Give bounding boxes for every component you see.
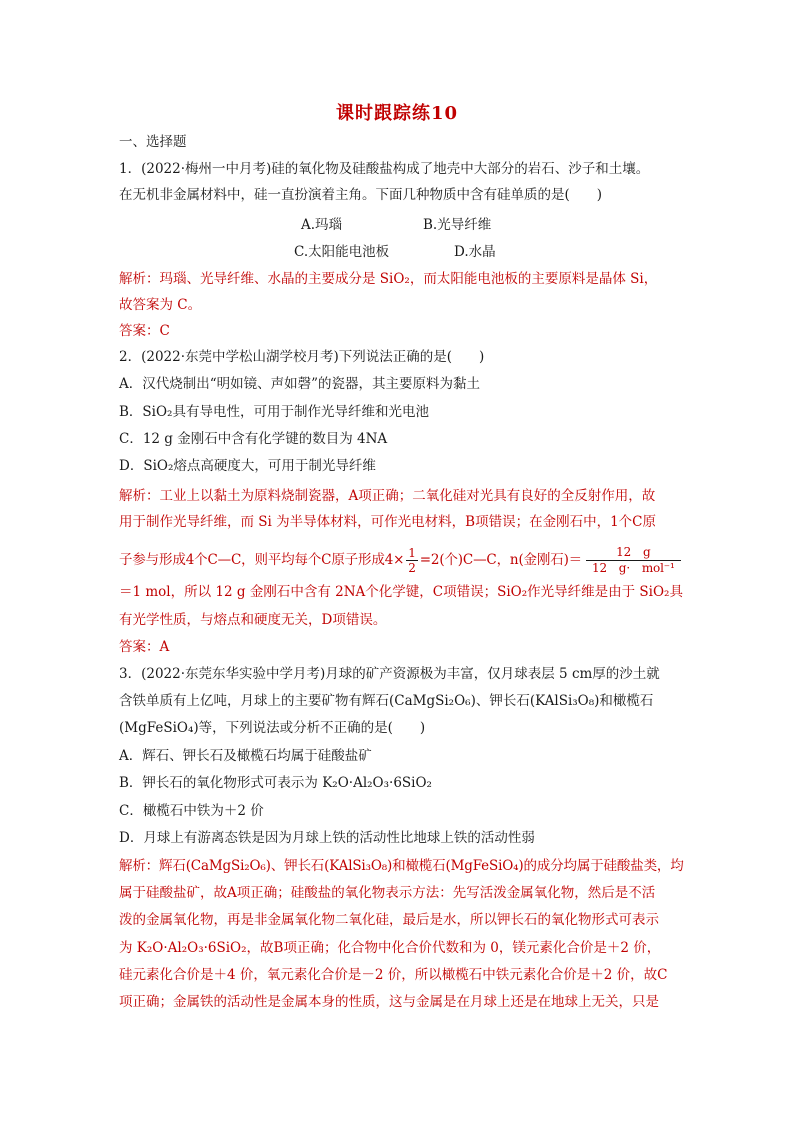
q2-explanation-line-2: 用于制作光导纤维，而 Si 为半导体材料，可作光电材料，B项错误；在金刚石中，1个C原: [119, 514, 656, 530]
q1-stem-line-2: 在无机非金属材料中，硅一直扮演着主角。下面几种物质中含有硅单质的是( ): [119, 187, 603, 203]
q3-explanation-line-1: 解析：辉石(CaMgSi₂O₆)、钾长石(KAlSi₃O₈)和橄榄石(MgFeSiO₄)的成分均属于硅酸盐类，均: [119, 858, 684, 874]
q3-option-d: D．月球上有游离态铁是因为月球上铁的活动性比地球上铁的活动性弱: [119, 830, 535, 846]
q1-option-a: A.玛瑙: [301, 217, 343, 233]
q2-explanation-line-1: 解析：工业上以黏土为原料烧制瓷器，A项正确；二氧化硅对光具有良好的全反射作用，故: [119, 488, 656, 504]
q3-option-b: B．钾长石的氧化物形式可表示为 K₂O·Al₂O₃·6SiO₂: [119, 775, 432, 791]
q1-explanation-line-2: 故答案为 C。: [119, 297, 202, 313]
q3-option-a: A．辉石、钾长石及橄榄石均属于硅酸盐矿: [119, 748, 372, 764]
q1-option-c: C.太阳能电池板: [294, 244, 390, 260]
q3-explanation-line-4: 为 K₂O·Al₂O₃·6SiO₂，故B项正确；化合物中化合价代数和为 0，镁元素化合价是＋2 价，: [119, 940, 661, 956]
q2-stem: 2．(2022·东莞中学松山湖学校月考)下列说法正确的是( ): [119, 349, 485, 365]
q2-exp-text-a: 子参与形成4个C—C，则平均每个C原子形成4×: [119, 552, 405, 568]
mass-numerator: 12 g: [586, 545, 681, 561]
q3-option-c: C．橄榄石中铁为＋2 价: [119, 803, 264, 819]
q1-stem-line-1: 1．(2022·梅州一中月考)硅的氧化物及硅酸盐构成了地壳中大部分的岩石、沙子和土壤。: [119, 161, 650, 177]
page-title: 课时跟踪练10: [335, 103, 459, 124]
q3-stem-line-1: 3．(2022·东莞东华实验中学月考)月球的矿产资源极为丰富，仅月球表层 5 cm厚的沙土就: [119, 666, 660, 682]
q2-option-a: A．汉代烧制出“明如镜、声如磬”的瓷器，其主要原料为黏土: [119, 376, 481, 392]
q3-stem-line-2: 含铁单质有上亿吨，月球上的主要矿物有辉石(CaMgSi₂O₆)、钾长石(KAlSi₃O₈)和橄榄石: [119, 693, 654, 709]
q1-option-d: D.水晶: [454, 244, 496, 260]
half-numerator: 1: [408, 546, 416, 560]
q2-option-c: C．12 g 金刚石中含有化学键的数目为 4NA: [119, 431, 388, 447]
q1-answer: 答案：C: [119, 323, 170, 339]
section-heading: 一、选择题: [119, 134, 187, 150]
q2-answer: 答案：A: [119, 639, 170, 655]
q3-explanation-line-3: 泼的金属氧化物，再是非金属氧化物二氧化硅，最后是水，所以钾长石的氧化物形式可表示: [119, 912, 659, 928]
q2-explanation-line-5: 有光学性质，与熔点和硬度无关，D项错误。: [119, 612, 387, 628]
mass-fraction: [586, 545, 681, 576]
q2-explanation-line-4: ＝1 mol，所以 12 g 金刚石中含有 2NA个化学键，C项错误；SiO₂作光导纤维是由于 SiO₂具: [119, 584, 683, 600]
q2-option-b: B．SiO₂具有导电性，可用于制作光导纤维和光电池: [119, 404, 429, 420]
q2-option-d: D．SiO₂熔点高硬度大，可用于制光导纤维: [119, 458, 376, 474]
mass-denominator: 12 g· mol⁻¹: [592, 561, 675, 575]
q1-option-b: B.光导纤维: [423, 217, 492, 233]
half-fraction: [406, 546, 417, 575]
q2-explanation-line-3: [119, 540, 684, 580]
q1-explanation-line-1: 解析：玛瑙、光导纤维、水晶的主要成分是 SiO₂，而太阳能电池板的主要原料是晶体 Si，: [119, 271, 658, 287]
half-denominator: 2: [408, 561, 416, 575]
q2-exp-text-b: =2(个)C—C，n(金刚石)＝: [419, 552, 583, 568]
q3-stem-line-3: (MgFeSiO₄)等，下列说法或分析不正确的是( ): [119, 720, 426, 736]
q3-explanation-line-2: 属于硅酸盐矿，故A项正确；硅酸盐的氧化物表示方法：先写活泼金属氧化物，然后是不活: [119, 885, 656, 901]
q3-explanation-line-6: 项正确；金属铁的活动性是金属本身的性质，这与金属是在月球上还是在地球上无关，只是: [119, 994, 659, 1010]
q3-explanation-line-5: 硅元素化合价是＋4 价，氧元素化合价是－2 价，所以橄榄石中铁元素化合价是＋2 价，故C: [119, 967, 668, 983]
